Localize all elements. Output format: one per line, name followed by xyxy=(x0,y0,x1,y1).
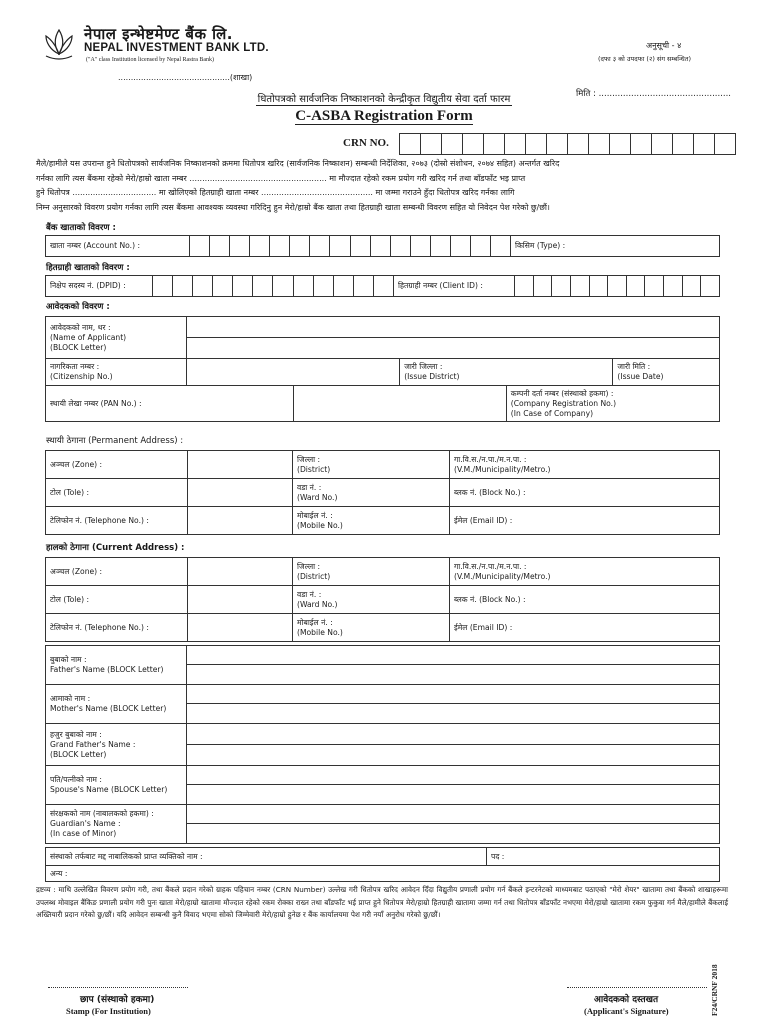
company-reg-field[interactable]: कम्पनी दर्ता नम्बर (संस्थाको हकमा) : (Company Registration No.) (In Case of Company) xyxy=(506,386,719,422)
perm-mobile-field[interactable]: मोबाईल नं. : (Mobile No.) xyxy=(293,507,450,535)
account-type-label[interactable]: किसिम (Type) : xyxy=(511,236,720,257)
other-field[interactable]: अन्य : xyxy=(46,866,720,882)
demat-section-heading: हितग्राही खाताको विवरण : xyxy=(46,263,130,273)
perm-tole-label: टोल (Tole) : xyxy=(46,479,188,507)
current-address-table xyxy=(45,557,720,642)
intro-line: हुने धितोपत्र ................................. मा खोलिएको हितग्राही खाता नम्बर ............................................ मा जम्मा गराउने हुँदा धितोपत्र खरिद गर्नका लागि xyxy=(36,188,515,198)
curr-vm-field[interactable]: गा.वि.स./न.पा./म.न.पा. : (V.M./Municipality/Metro.) xyxy=(450,558,720,586)
perm-vm-field[interactable]: गा.वि.स./न.पा./म.न.पा. : (V.M./Municipality/Metro.) xyxy=(450,451,720,479)
annex-label: अनुसूची - ४ xyxy=(646,41,682,50)
issue-district-field[interactable]: जारी जिल्ला : (Issue District) xyxy=(400,359,613,386)
crn-label: CRN NO. xyxy=(343,137,389,149)
branch-line: ............................................(शाखा) xyxy=(118,73,253,82)
spouse-name-label: पति/पत्नीको नाम : Spouse's Name (BLOCK Letter) xyxy=(46,766,187,805)
bank-name-nepali: नेपाल इन्भेष्टमेण्ट बैंक लि. xyxy=(84,25,233,43)
demat-table xyxy=(45,275,720,297)
curr-ward-field[interactable]: वडा नं. : (Ward No.) xyxy=(293,586,450,614)
curr-zone-label: अञ्चल (Zone) : xyxy=(46,558,188,586)
stamp-label-nepali: छाप (संस्थाको हकमा) xyxy=(80,995,155,1005)
curr-telephone-input[interactable] xyxy=(188,614,293,642)
annex-sub-label: (दफा ३ को उपदफा (२) संग सम्बन्धित) xyxy=(598,55,691,63)
perm-block-field[interactable]: ब्लक नं. (Block No.) : xyxy=(450,479,720,507)
perm-tole-input[interactable] xyxy=(188,479,293,507)
family-table xyxy=(45,645,720,844)
permanent-address-heading: स्थायी ठेगाना (Permanent Address) : xyxy=(46,436,184,446)
current-address-heading: हालको ठेगाना (Current Address) : xyxy=(46,543,185,553)
spouse-name-input-row1[interactable] xyxy=(187,766,720,785)
account-no-label: खाता नम्बर (Account No.) : xyxy=(46,236,190,257)
pan-field[interactable]: स्थायी लेखा नम्बर (PAN No.) : xyxy=(46,386,294,422)
perm-district-field[interactable]: जिल्ला : (District) xyxy=(293,451,450,479)
perm-ward-field[interactable]: वडा नं. : (Ward No.) xyxy=(293,479,450,507)
form-code: F24/CRNF 2018 xyxy=(710,964,719,1016)
permanent-address-table xyxy=(45,450,720,535)
guardian-name-label: संरक्षकको नाम (नाबालकको हकमा) : Guardian's Name : (In case of Minor) xyxy=(46,805,187,844)
authorized-person-table xyxy=(45,847,720,882)
intro-line: गर्नका लागि त्यस बैंकमा रहेको मेरो/हाम्रो खाता नम्बर ...................................................... मा मौज्दात रहेको रकम प्रयोग गरी खरिद गर्न तथा बाँडफाँट भइ प्राप्त xyxy=(36,173,526,183)
curr-district-field[interactable]: जिल्ला : (District) xyxy=(293,558,450,586)
curr-mobile-field[interactable]: मोबाईल नं. : (Mobile No.) xyxy=(293,614,450,642)
disclaimer-note: द्रष्टव्य : माथि उल्लेखित विवरण प्रयोग गरी, तथा बैंकले प्रदान गरेको ग्राहक पहिचान नम्बर (CRN Number) उल्लेख गरी धितोपत्र खरिद आवेदन दिँदा विद्युतीय प्रणाली प्रयोग गर्न बैंकले इन्टरनेटको माध्यमबाट पठाएको "मेरो शेयर" खातामा तथा बैंकको शाखाहरूमा उपलब्ध मोवाइल बैंकिङ प्रणाली प्रयोग गरी पुनः खाता मेरो/हाम्रो खातामा मौज्दात रहेको रकम रोक्का राख्न तथा बाँडफाँट भई प्राप्त हुने धितोपत्र मेरो/हाम्रो हितग्राही खातामा जम्मा गर्न तथा धितोपत्र बाँडफाँट नभएमा मेरो/हाम्रो खातामा रकम फुकुवा गर्न मैले/हामीले बैंकलाई अख्तियारी प्रदान गरेको छु/छौं। यदि आवेदन सम्बन्धी कुनै विवाद भएमा सोको जिम्मेवारी मेरो/हाम्रो हुनेछ र बैंक कार्यालयमा पेश गरी नयाँ अनुरोध गरेको छु/छौं। xyxy=(36,885,728,919)
form-subtitle: धितोपत्रको सार्वजनिक निष्काशनको केन्द्रीकृत विद्युतीय सेवा दर्ता फारम xyxy=(257,94,511,105)
perm-zone-label: अञ्चल (Zone) : xyxy=(46,451,188,479)
dpid-label: निक्षेप सदस्य नं. (DPID) : xyxy=(46,276,153,297)
applicant-signature-line[interactable] xyxy=(567,987,707,988)
grandfather-name-input-row1[interactable] xyxy=(187,724,720,745)
issue-date-field[interactable]: जारी मिति : (Issue Date) xyxy=(613,359,720,386)
bank-section-heading: बैंक खाताको विवरण : xyxy=(46,223,116,233)
curr-email-field[interactable]: ईमेल (Email ID) : xyxy=(450,614,720,642)
form-title: C-ASBA Registration Form xyxy=(295,108,473,124)
applicant-name-label: आवेदकको नाम, थर : (Name of Applicant) (BLOCK Letter) xyxy=(46,317,187,359)
post-field[interactable]: पद : xyxy=(487,848,720,866)
curr-tole-input[interactable] xyxy=(188,586,293,614)
mother-name-label: आमाको नाम : Mother's Name (BLOCK Letter) xyxy=(46,685,187,724)
crn-input-boxes[interactable] xyxy=(400,133,736,155)
dpid-input[interactable] xyxy=(153,276,394,297)
citizenship-label[interactable]: नागरिकता नम्बर : (Citizenship No.) xyxy=(46,359,187,386)
intro-line: मैले/हामीले यस उपरान्त हुने धितोपत्रको सार्वजनिक निष्काशनको क्रममा धितोपत्र खरिद (सार्वजनिक निष्काशन) सम्बन्धी निर्देशिका, २०७३ (दोस्रो संशोधन, २०७४ सहित) अन्तर्गत खरिद xyxy=(36,159,560,168)
mother-name-input-row1[interactable] xyxy=(187,685,720,704)
client-id-label: हितग्राही नम्बर (Client ID) : xyxy=(394,276,515,297)
guardian-name-input-row1[interactable] xyxy=(187,805,720,824)
intro-line: निम्न अनुसारको विवरण प्रयोग गर्नका लागि त्यस बैंकमा आवश्यक व्यवस्था गरिदिनु हुन मेरो/हाम्रो बैंक खाता तथा हितग्राही खाता सम्बन्धी विवरण सहित यो निवेदन पेश गरेको छु/छौं। xyxy=(36,202,550,212)
account-no-input[interactable] xyxy=(190,236,511,257)
curr-telephone-label: टेलिफोन नं. (Telephone No.) : xyxy=(46,614,188,642)
guardian-name-input-row2[interactable] xyxy=(187,824,720,844)
perm-telephone-input[interactable] xyxy=(188,507,293,535)
applicant-signature-label-english: (Applicant's Signature) xyxy=(584,1006,669,1016)
curr-block-field[interactable]: ब्लक नं. (Block No.) : xyxy=(450,586,720,614)
authorized-person-field[interactable]: संस्थाको तर्फबाट मद्द नाबालिकको प्राप्त व्यक्तिको नाम : xyxy=(46,848,487,866)
mother-name-input-row2[interactable] xyxy=(187,704,720,724)
grandfather-name-label: हजुर बुबाको नाम : Grand Father's Name : (BLOCK Letter) xyxy=(46,724,187,766)
intro-paragraph xyxy=(36,157,728,215)
applicant-section-heading: आवेदकको विवरण : xyxy=(46,302,110,312)
date-field[interactable]: मिति : ................................................. xyxy=(576,89,731,99)
license-note: ("A" class Institution licensed by Nepal Rastra Bank) xyxy=(86,57,215,63)
perm-telephone-label: टेलिफोन नं. (Telephone No.) : xyxy=(46,507,188,535)
father-name-input-row2[interactable] xyxy=(187,665,720,685)
applicant-signature-label-nepali: आवेदकको दस्तखत xyxy=(594,995,659,1005)
perm-zone-input[interactable] xyxy=(188,451,293,479)
applicant-name-input-row2[interactable] xyxy=(187,338,720,359)
grandfather-name-input-row2[interactable] xyxy=(187,745,720,766)
spouse-name-input-row2[interactable] xyxy=(187,785,720,805)
bank-account-table xyxy=(45,235,720,257)
applicant-table xyxy=(45,316,720,422)
citizenship-input[interactable] xyxy=(187,359,400,386)
curr-tole-label: टोल (Tole) : xyxy=(46,586,188,614)
father-name-label: बुबाको नाम : Father's Name (BLOCK Letter) xyxy=(46,646,187,685)
stamp-label-english: Stamp (For Institution) xyxy=(66,1006,151,1016)
client-id-input[interactable] xyxy=(515,276,720,297)
bank-name-english: NEPAL INVESTMENT BANK LTD. xyxy=(84,42,269,54)
pan-input[interactable] xyxy=(293,386,506,422)
bank-logo-icon xyxy=(40,26,78,64)
applicant-name-input-row1[interactable] xyxy=(187,317,720,338)
curr-zone-input[interactable] xyxy=(188,558,293,586)
stamp-signature-line[interactable] xyxy=(48,987,188,988)
perm-email-field[interactable]: ईमेल (Email ID) : xyxy=(450,507,720,535)
father-name-input-row1[interactable] xyxy=(187,646,720,665)
